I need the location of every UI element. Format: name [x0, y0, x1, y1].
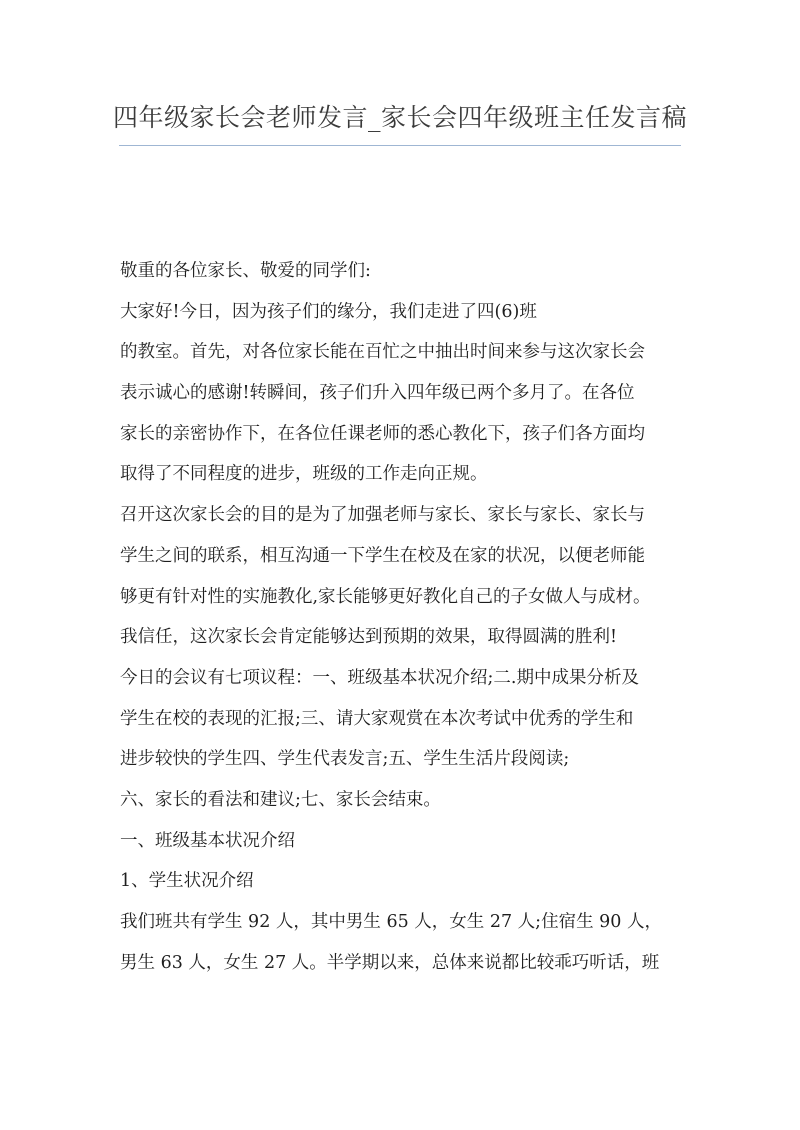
subsection-heading: 1、学生状况介绍 — [120, 871, 254, 892]
paragraph-line: 进步较快的学生四、学生代表发言;五、学生生活片段阅读; — [120, 749, 570, 770]
paragraph-line: 男生 63 人，女生 27 人。半学期以来，总体来说都比较乖巧听话，班 — [120, 952, 660, 973]
section-heading: 一、班级基本状况介绍 — [120, 830, 295, 851]
document-body — [120, 251, 700, 983]
paragraph-line: 大家好!今日，因为孩子们的缘分，我们走进了四(6)班 — [120, 301, 537, 322]
paragraph-line: 召开这次家长会的目的是为了加强老师与家长、家长与家长、家长与 — [120, 505, 645, 526]
paragraph-line: 我信任，这次家长会肯定能够达到预期的效果，取得圆满的胜利! — [120, 627, 618, 648]
paragraph-line: 我们班共有学生 92 人，其中男生 65 人，女生 27 人;住宿生 90 人， — [120, 912, 662, 932]
paragraph-line: 今日的会议有七项议程：一、班级基本状况介绍;二.期中成果分析及 — [120, 667, 639, 688]
paragraph-line: 取得了不同程度的进步，班级的工作走向正规。 — [120, 464, 488, 485]
document-title: 四年级家长会老师发言_家长会四年级班主任发言稿 — [112, 103, 687, 132]
paragraph-line: 的教室。首先，对各位家长能在百忙之中抽出时间来参与这次家长会 — [120, 342, 645, 363]
paragraph-line: 表示诚心的感谢!转瞬间，孩子们升入四年级已两个多月了。在各位 — [120, 383, 635, 404]
paragraph-line: 学生之间的联系，相互沟通一下学生在校及在家的状况，以便老师能 — [120, 545, 645, 566]
title-underline — [119, 145, 681, 146]
paragraph-line: 六、家长的看法和建议;七、家长会结束。 — [120, 789, 441, 810]
paragraph-line: 够更有针对性的实施教化,家长能够更好教化自己的子女做人与成材。 — [120, 586, 651, 607]
paragraph-line: 学生在校的表现的汇报;三、请大家观赏在本次考试中优秀的学生和 — [120, 708, 634, 729]
paragraph-line: 敬重的各位家长、敬爱的同学们: — [120, 261, 371, 281]
paragraph-line: 家长的亲密协作下，在各位任课老师的悉心教化下，孩子们各方面均 — [120, 423, 645, 444]
